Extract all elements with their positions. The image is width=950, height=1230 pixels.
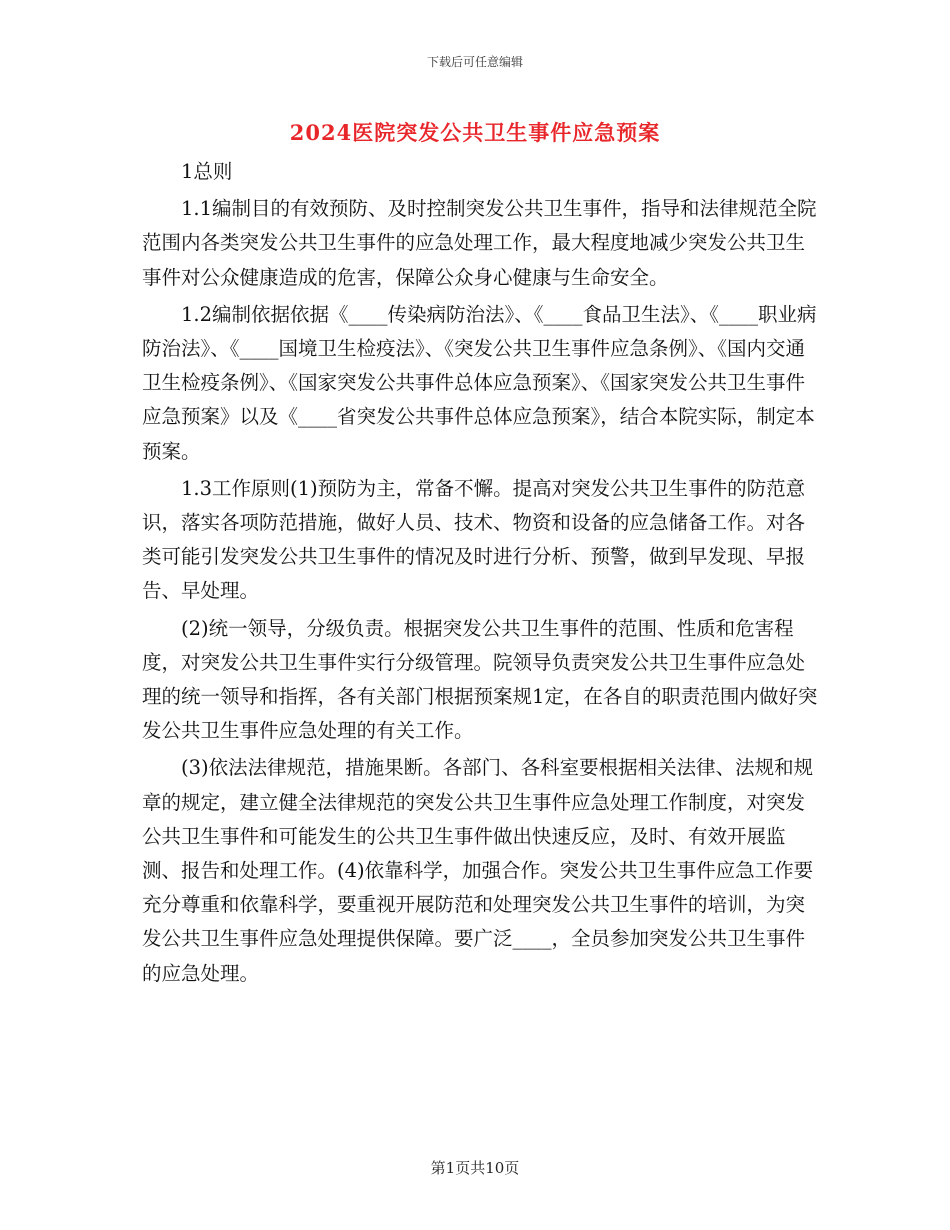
paragraph-principle-2: (2)统一领导，分级负责。根据突发公共卫生事件的范围、性质和危害程度，对突发公共卫生事件实行分级管理。院领导负责突发公共卫生事件应急处理的统一领导和指挥，各有关部门根据预案规1定，在各自的职责范围内做好突发公共卫生事件应急处理的有关工作。 bbox=[142, 616, 818, 743]
header-note: 下载后可任意编辑 bbox=[426, 55, 523, 69]
paragraph-basis: 1.2编制依据依据《____传染病防治法》、《____食品卫生法》、《____职业病防治法》、《____国境卫生检疫法》、《突发公共卫生事件应急条例》、《国内交通卫生检疫条例》、《国家突发公共事件总体应急预案》、《国家突发公共卫生事件应急预案》以及《____省突发公共事件总体应急预案》，结合本院实际，制定本预案。 bbox=[142, 302, 817, 463]
paragraph-principle-3: (3)依法法律规范，措施果断。各部门、各科室要根据相关法律、法规和规章的规定，建立健全法律规范的突发公共卫生事件应急处理工作制度，对突发公共卫生事件和可能发生的公共卫生事件做出快速反应，及时、有效开展监测、报告和处理工作。(4)依靠科学，加强合作。突发公共卫生事件应急工作要充分尊重和依靠科学，要重视开展防范和处理突发公共卫生事件的培训，为突发公共卫生事件应急处理提供保障。要广泛____，全员参加突发公共卫生事件的应急处理。 bbox=[142, 756, 814, 985]
page-number: 第1页共10页 bbox=[430, 1159, 520, 1177]
paragraph-principle-1: 1.3工作原则(1)预防为主，常备不懈。提高对突发公共卫生事件的防范意识，落实各项防范措施，做好人员、技术、物资和设备的应急储备工作。对各类可能引发突发公共卫生事件的情况及时进行分析、预警，做到早发现、早报告、早处理。 bbox=[142, 476, 806, 603]
document-title: 2024医院突发公共卫生事件应急预案 bbox=[289, 120, 661, 145]
paragraph-purpose: 1.1编制目的有效预防、及时控制突发公共卫生事件，指导和法律规范全院范围内各类突发公共卫生事件的应急处理工作，最大程度地减少突发公共卫生事件对公众健康造成的危害，保障公众身心健康与生命安全。 bbox=[142, 197, 817, 289]
document-body bbox=[142, 155, 818, 991]
section-heading: 1总则 bbox=[181, 160, 233, 183]
